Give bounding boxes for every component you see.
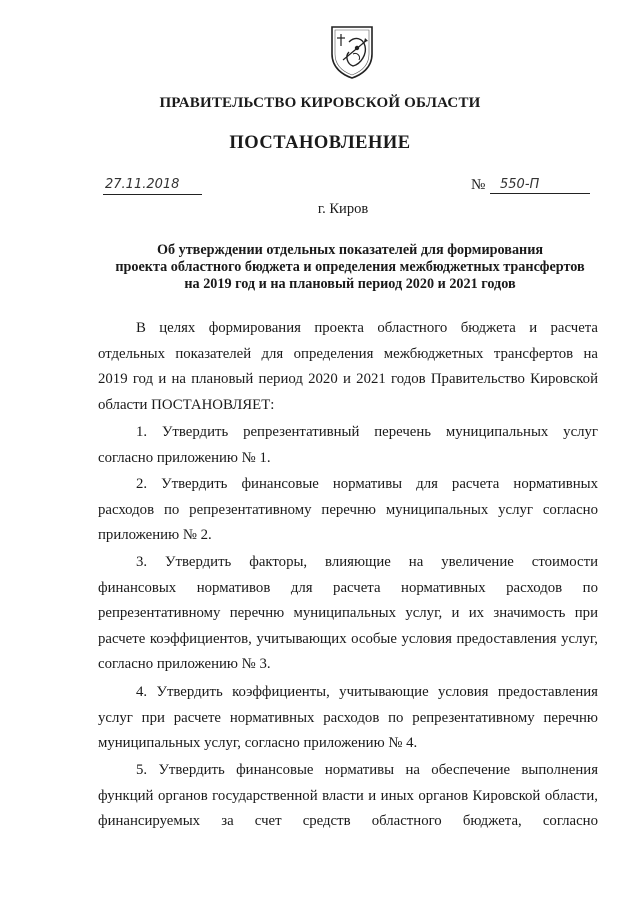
paragraph-line: 2019 год и на плановый период 2020 и 2021 годов Правительство Кировской <box>98 371 598 387</box>
paragraph-line: 3. Утвердить факторы, влияющие на увеличение стоимости <box>136 554 598 570</box>
paragraph-line: расходов по репрезентативному перечню муниципальных услуг согласно <box>98 501 598 518</box>
paragraph-line: согласно приложению № 1. <box>98 449 271 466</box>
document-type: ПОСТАНОВЛЕНИЕ <box>229 133 411 153</box>
body-paragraph <box>98 680 598 757</box>
paragraph-line: репрезентативному перечню муниципальных услуг, и их значимость при <box>98 605 598 621</box>
paragraph-line: 1. Утвердить репрезентативный перечень муниципальных услуг <box>136 424 598 440</box>
paragraph-line: расчете коэффициентов, учитывающих особые условия предоставления услуг, <box>98 630 598 647</box>
coat-of-arms-emblem <box>329 24 375 80</box>
body-paragraph <box>98 550 598 678</box>
paragraph-line: функций органов государственной власти и иных органов Кировской области, <box>98 787 598 804</box>
paragraph-line: отдельных показателей для определения межбюджетных трансфертов на <box>98 345 598 362</box>
paragraph-line: области ПОСТАНОВЛЯЕТ: <box>98 396 275 413</box>
paragraph-line: 4. Утвердить коэффициенты, учитывающие условия предоставления <box>136 684 598 700</box>
paragraph-line: финансируемых за счет средств областного бюджета, согласно <box>98 813 598 829</box>
paragraph-line: финансовых нормативов для расчета нормативных расходов по <box>98 579 598 596</box>
body-paragraph <box>98 758 598 835</box>
subject-line: проекта областного бюджета и определения межбюджетных трансфертов <box>115 259 585 275</box>
number-label: № <box>471 177 486 193</box>
paragraph-line: услуг при расчете нормативных расходов по репрезентативному перечню <box>98 709 598 726</box>
paragraph-line: 5. Утвердить финансовые нормативы на обеспечение выполнения <box>136 762 598 778</box>
body-paragraph <box>98 472 598 549</box>
body-paragraph <box>98 420 598 471</box>
city: г. Киров <box>317 201 369 217</box>
document-date: 27.11.2018 <box>103 176 202 195</box>
org-title: ПРАВИТЕЛЬСТВО КИРОВСКОЙ ОБЛАСТИ <box>159 95 481 111</box>
subject-line: на 2019 год и на плановый период 2020 и 2021 годов <box>184 276 516 292</box>
paragraph-line: 2. Утвердить финансовые нормативы для расчета нормативных <box>136 476 598 492</box>
body-paragraph <box>98 316 598 418</box>
paragraph-line: согласно приложению № 3. <box>98 656 271 672</box>
subject-line: Об утверждении отдельных показателей для формирования <box>156 242 544 258</box>
paragraph-line: приложению № 2. <box>98 527 212 543</box>
document-subject <box>80 242 620 293</box>
document-number: 550-П <box>490 176 590 194</box>
paragraph-line: муниципальных услуг, согласно приложению № 4. <box>98 735 418 751</box>
paragraph-line: В целях формирования проекта областного бюджета и расчета <box>136 320 598 336</box>
